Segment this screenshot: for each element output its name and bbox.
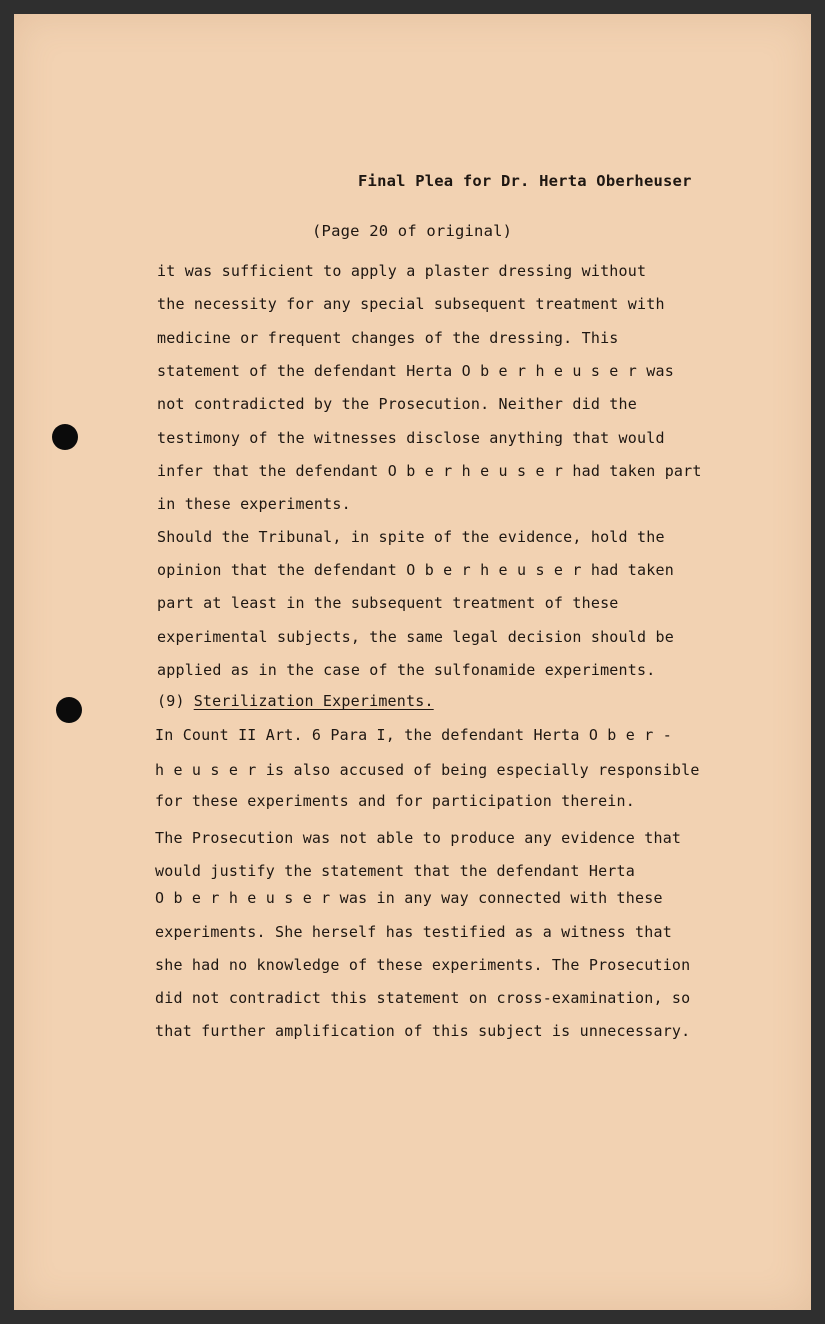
body-line: Should the Tribunal, in spite of the evidence, hold the xyxy=(157,528,665,546)
body-line: part at least in the subsequent treatment of these xyxy=(157,594,619,612)
section-number: (9) xyxy=(157,692,185,710)
body-line: experimental subjects, the same legal decision should be xyxy=(157,628,674,646)
body-line: applied as in the case of the sulfonamide experiments. xyxy=(157,661,656,679)
body-line: experiments. She herself has testified as a witness that xyxy=(155,923,672,941)
body-line: h e u s e r is also accused of being especially responsible xyxy=(155,761,700,779)
punch-hole xyxy=(52,424,78,450)
body-line: she had no knowledge of these experiments. The Prosecution xyxy=(155,956,691,974)
section-title: Sterilization Experiments. xyxy=(193,692,434,710)
body-line: the necessity for any special subsequent treatment with xyxy=(157,295,665,313)
body-line: would justify the statement that the defendant Herta xyxy=(155,862,635,880)
body-line: it was sufficient to apply a plaster dressing without xyxy=(157,262,647,280)
document-page xyxy=(14,14,811,1310)
body-line: In Count II Art. 6 Para I, the defendant Herta O b e r - xyxy=(155,726,672,744)
document-title: Final Plea for Dr. Herta Oberheuser xyxy=(358,172,692,190)
body-line: statement of the defendant Herta O b e r h e u s e r was xyxy=(157,362,674,380)
body-line: not contradicted by the Prosecution. Neither did the xyxy=(157,395,637,413)
body-line: infer that the defendant O b e r h e u s e r had taken part xyxy=(157,462,702,480)
body-line: medicine or frequent changes of the dressing. This xyxy=(157,329,619,347)
body-line: O b e r h e u s e r was in any way connected with these xyxy=(155,889,663,907)
body-line: did not contradict this statement on cross-examination, so xyxy=(155,989,691,1007)
punch-hole xyxy=(56,697,82,723)
section-heading xyxy=(157,691,434,711)
page-reference: (Page 20 of original) xyxy=(312,222,513,240)
body-line: in these experiments. xyxy=(157,495,351,513)
body-line: opinion that the defendant O b e r h e u s e r had taken xyxy=(157,561,674,579)
body-line: that further amplification of this subject is unnecessary. xyxy=(155,1022,691,1040)
body-line: for these experiments and for participation therein. xyxy=(155,792,635,810)
body-line: testimony of the witnesses disclose anything that would xyxy=(157,429,665,447)
body-line: The Prosecution was not able to produce any evidence that xyxy=(155,829,682,847)
